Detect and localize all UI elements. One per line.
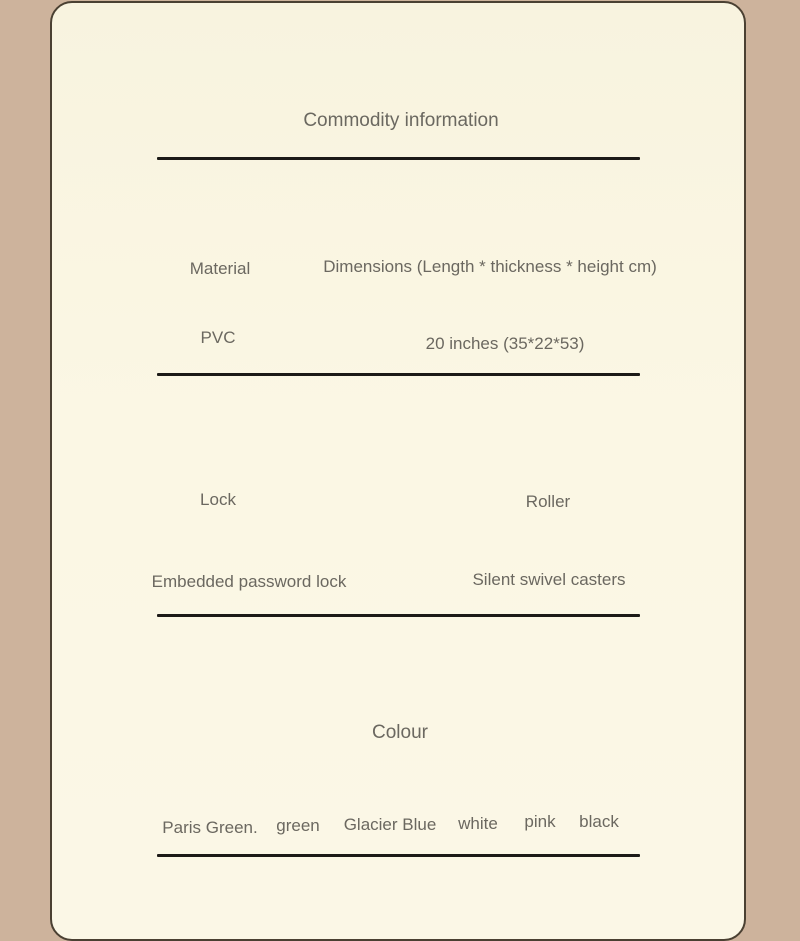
divider-1 bbox=[157, 157, 640, 160]
lock-label: Lock bbox=[200, 490, 236, 509]
colour-option: Glacier Blue bbox=[343, 815, 437, 834]
colour-option: white bbox=[458, 814, 498, 833]
roller-value: Silent swivel casters bbox=[472, 570, 626, 589]
product-info-card bbox=[50, 1, 746, 941]
colour-option: black bbox=[579, 812, 619, 831]
dimensions-label: Dimensions (Length * thickness * height cm) bbox=[323, 257, 657, 276]
dimensions-value: 20 inches (35*22*53) bbox=[425, 334, 585, 353]
colour-option: pink bbox=[524, 812, 556, 831]
divider-2 bbox=[157, 373, 640, 376]
colour-option: Paris Green. bbox=[162, 818, 258, 837]
material-label: Material bbox=[189, 259, 251, 278]
lock-value: Embedded password lock bbox=[151, 572, 347, 591]
divider-3 bbox=[157, 614, 640, 617]
divider-4 bbox=[157, 854, 640, 857]
material-value: PVC bbox=[200, 328, 236, 347]
colour-option: green bbox=[276, 816, 320, 835]
section-title: Commodity information bbox=[303, 110, 499, 131]
colour-heading: Colour bbox=[372, 722, 428, 743]
roller-label: Roller bbox=[525, 492, 571, 511]
